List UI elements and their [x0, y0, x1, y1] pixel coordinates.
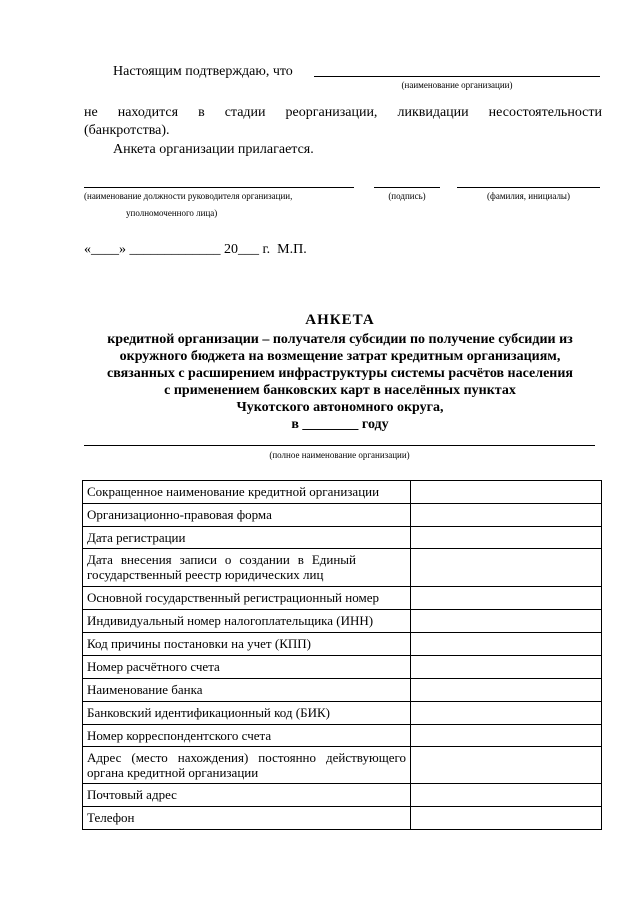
confirmation-lead: Настоящим подтверждаю, что — [113, 64, 293, 79]
table-row — [83, 610, 602, 633]
subtitle-line: в ________ году — [291, 417, 389, 432]
row-label: Дата регистрации — [83, 527, 411, 549]
table-row — [83, 725, 602, 747]
subtitle-line: Чукотского автономного округа, — [236, 400, 444, 415]
org-name-line[interactable] — [314, 76, 600, 77]
row-label-line: органа кредитной организации — [87, 765, 259, 780]
row-label-line: государственный реестр юридических лиц — [87, 567, 324, 582]
table-row — [83, 633, 602, 656]
row-label: Номер корреспондентского счета — [83, 725, 411, 747]
table-row — [83, 702, 602, 725]
row-value-cell[interactable] — [411, 633, 602, 656]
row-label: Почтовый адрес — [83, 784, 411, 807]
row-value-cell[interactable] — [411, 725, 602, 747]
org-name-caption: (наименование организации) — [401, 80, 513, 90]
row-value-cell[interactable] — [411, 549, 602, 587]
row-label-line: Дата внесения записи о создании в Единый — [87, 552, 356, 567]
row-value-cell[interactable] — [411, 610, 602, 633]
row-label — [83, 747, 411, 784]
org-full-name-line[interactable] — [84, 445, 595, 446]
row-label — [83, 549, 411, 587]
subtitle-line: с применением банковских карт в населённых пунктах — [164, 383, 516, 398]
questionnaire-heading: АНКЕТА — [305, 312, 375, 328]
row-label: Наименование банка — [83, 679, 411, 702]
table-row — [83, 784, 602, 807]
row-value-cell[interactable] — [411, 481, 602, 504]
attachment-note: Анкета организации прилагается. — [113, 142, 314, 157]
questionnaire-subtitle — [70, 331, 610, 433]
row-value-cell[interactable] — [411, 504, 602, 527]
row-value-cell[interactable] — [411, 784, 602, 807]
row-label: Организационно-правовая форма — [83, 504, 411, 527]
position-caption: (наименование должности руководителя организации, — [84, 191, 293, 201]
row-label: Банковский идентификационный код (БИК) — [83, 702, 411, 725]
position-line[interactable] — [84, 187, 354, 188]
name-line[interactable] — [457, 187, 600, 188]
row-label-line: Адрес (место нахождения) постоянно действующего — [87, 750, 406, 765]
row-value-cell[interactable] — [411, 679, 602, 702]
row-label: Основной государственный регистрационный номер — [83, 587, 411, 610]
name-caption: (фамилия, инициалы) — [487, 191, 570, 201]
org-full-name-caption: (полное наименование организации) — [269, 450, 410, 460]
table-row — [83, 747, 602, 784]
row-label: Телефон — [83, 807, 411, 830]
row-label: Код причины постановки на учет (КПП) — [83, 633, 411, 656]
row-label: Индивидуальный номер налогоплательщика (ИНН) — [83, 610, 411, 633]
subtitle-line: кредитной организации – получателя субсидии по получение субсидии из — [107, 332, 573, 347]
table-row — [83, 527, 602, 549]
confirmation-body-line2: (банкротства). — [84, 123, 170, 138]
position-caption-2: уполномоченного лица) — [126, 208, 218, 218]
table-row — [83, 807, 602, 830]
confirmation-body-line1: не находится в стадии реорганизации, ликвидации несостоятельности — [84, 105, 602, 120]
row-value-cell[interactable] — [411, 807, 602, 830]
row-value-cell[interactable] — [411, 656, 602, 679]
subtitle-line: связанных с расширением инфраструктуры системы расчётов населения — [106, 366, 573, 381]
table-row — [83, 481, 602, 504]
subtitle-line: окружного бюджета на возмещение затрат кредитным организациям, — [119, 349, 561, 364]
row-value-cell[interactable] — [411, 587, 602, 610]
row-value-cell[interactable] — [411, 702, 602, 725]
table-row — [83, 549, 602, 587]
table-row — [83, 587, 602, 610]
row-label: Сокращенное наименование кредитной организации — [83, 481, 411, 504]
signature-line[interactable] — [374, 187, 440, 188]
row-value-cell[interactable] — [411, 747, 602, 784]
table-row — [83, 656, 602, 679]
table-row — [83, 504, 602, 527]
table-row — [83, 679, 602, 702]
row-value-cell[interactable] — [411, 527, 602, 549]
signature-caption: (подпись) — [388, 191, 426, 201]
row-label: Номер расчётного счета — [83, 656, 411, 679]
date-stamp-line: «____» _____________ 20___ г. М.П. — [84, 242, 307, 257]
organization-details-table — [82, 480, 602, 830]
